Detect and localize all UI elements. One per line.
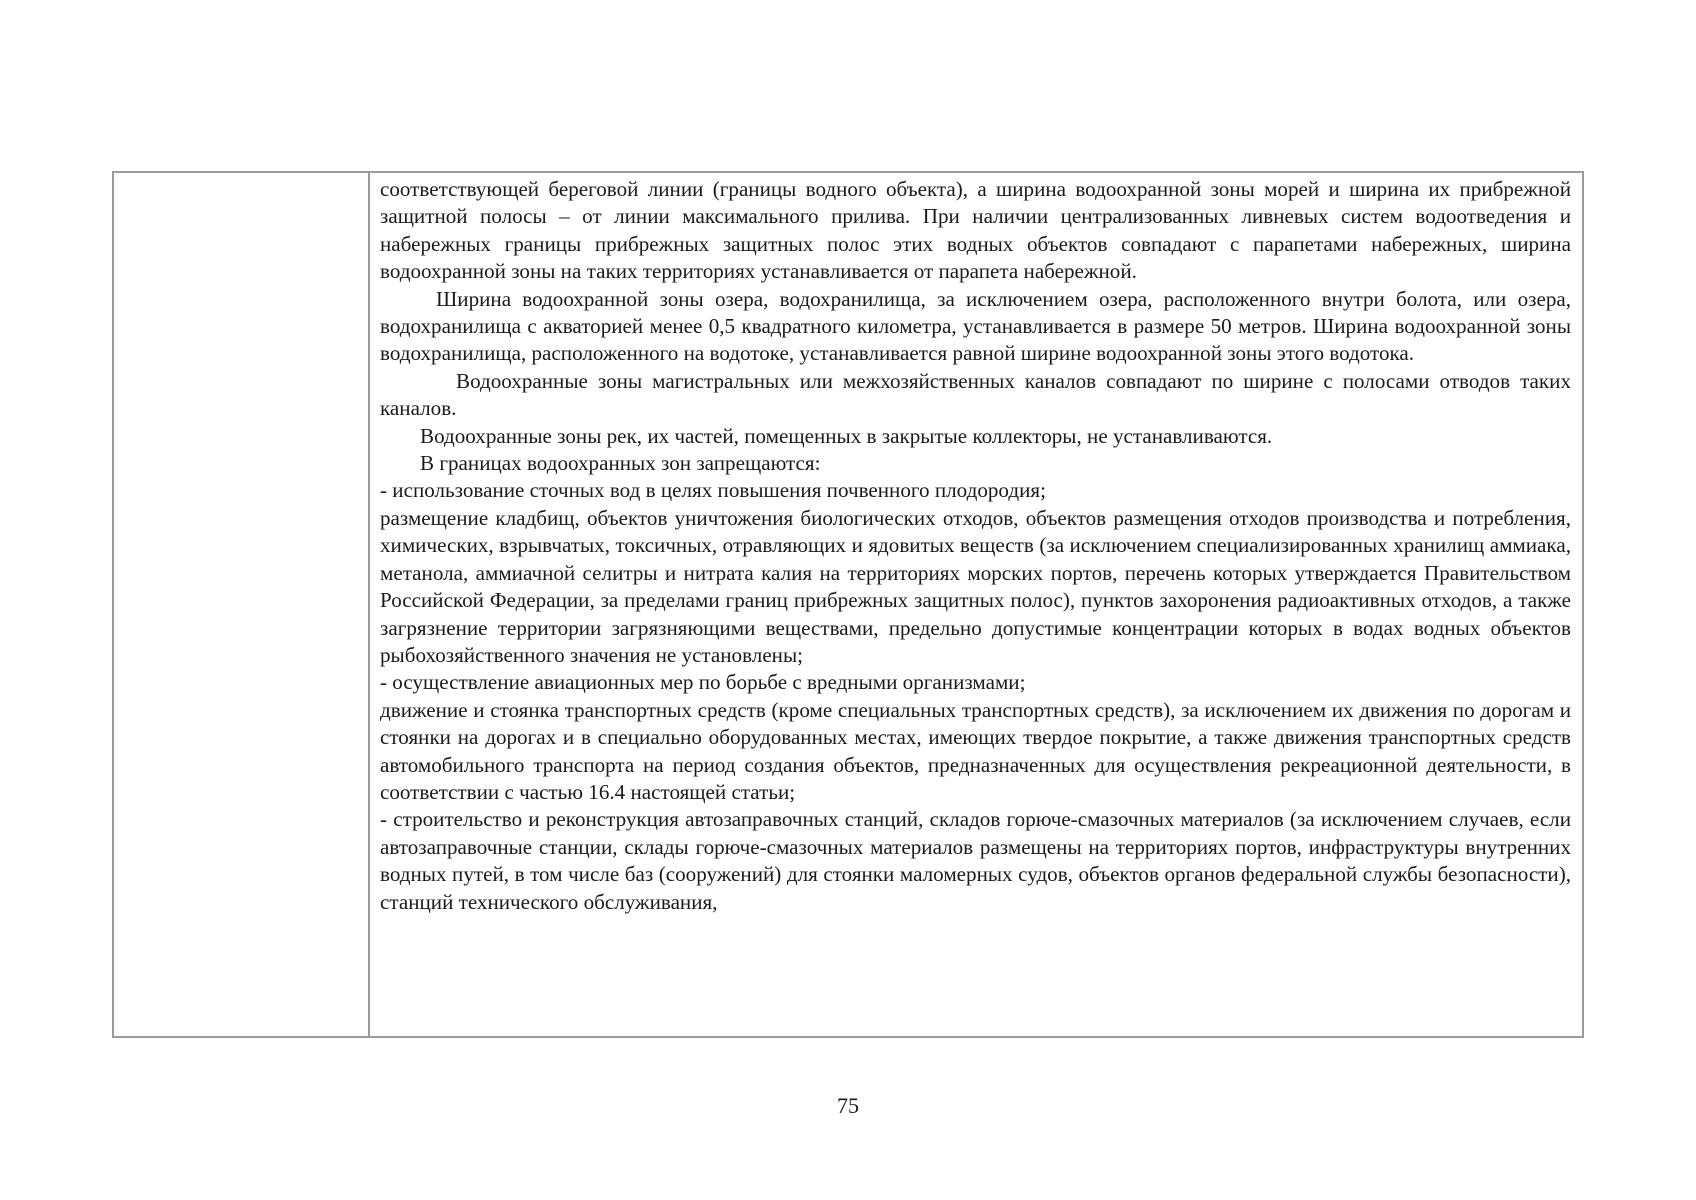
list-item: - использование сточных вод в целях повышения почвенного плодородия;: [380, 478, 1046, 503]
table-left-cell: [114, 173, 370, 1036]
paragraph: Водоохранные зоны магистральных или межхозяйственных каналов совпадают по ширине с полосами отводов таких каналов.: [380, 368, 1571, 421]
paragraph: В границах водоохранных зон запрещаются:: [420, 451, 821, 476]
paragraph: размещение кладбищ, объектов уничтожения биологических отходов, объектов размещения отходов производства и потребления, химических, взрывчатых, токсичных, отравляющих и ядовитых веществ (за исключением специализированных хранилищ аммиака, метанола, аммиачной селитры и нитрата калия на территориях морских портов, перечень которых утверждается Правительством Российской Федерации, за пределами границ прибрежных защитных полос), пунктов захоронения радиоактивных отходов, а также загрязнение территории загрязняющими веществами, предельно допустимые концентрации которых в водах водных объектов рыбохозяйственного значения не установлены;: [380, 505, 1571, 667]
list-item: - строительство и реконструкция автозаправочных станций, складов горюче-смазочных материалов (за исключением случаев, если автозаправочные станции, склады горюче-смазочных материалов размещены на территориях портов, инфраструктуры внутренних водных путей, в том числе баз (сооружений) для стоянки маломерных судов, объектов органов федеральной службы безопасности), станций технического обслуживания,: [380, 807, 1571, 914]
document-table: [112, 171, 1584, 1038]
table-text-cell: [370, 173, 1582, 1036]
paragraph: Ширина водоохранной зоны озера, водохранилища, за исключением озера, расположенного внутри болота, или озера, водохранилища с акваторией менее 0,5 квадратного километра, устанавливается в размере 50 метров. Ширина водоохранной зоны водохранилища, расположенного на водотоке, устанавливается равной ширине водоохранной зоны этого водотока.: [380, 286, 1571, 366]
page-number: 75: [837, 1093, 859, 1118]
list-item: - осуществление авиационных мер по борьбе с вредными организмами;: [380, 670, 1026, 695]
paragraph: Водоохранные зоны рек, их частей, помещенных в закрытые коллекторы, не устанавливаются.: [420, 423, 1273, 448]
paragraph: движение и стоянка транспортных средств (кроме специальных транспортных средств), за исключением их движения по дорогам и стоянки на дорогах и в специально оборудованных местах, имеющих твердое покрытие, а также движения транспортных средств автомобильного транспорта на период создания объектов, предназначенных для осуществления рекреационной деятельности, в соответствии с частью 16.4 настоящей статьи;: [380, 697, 1571, 804]
paragraph: соответствующей береговой линии (границы водного объекта), а ширина водоохранной зоны морей и ширина их прибрежной защитной полосы – от линии максимального прилива. При наличии централизованных ливневых систем водоотведения и набережных границы прибрежных защитных полос этих водных объектов совпадают с парапетами набережных, ширина водоохранной зоны на таких территориях устанавливается от парапета набережной.: [380, 177, 1571, 284]
